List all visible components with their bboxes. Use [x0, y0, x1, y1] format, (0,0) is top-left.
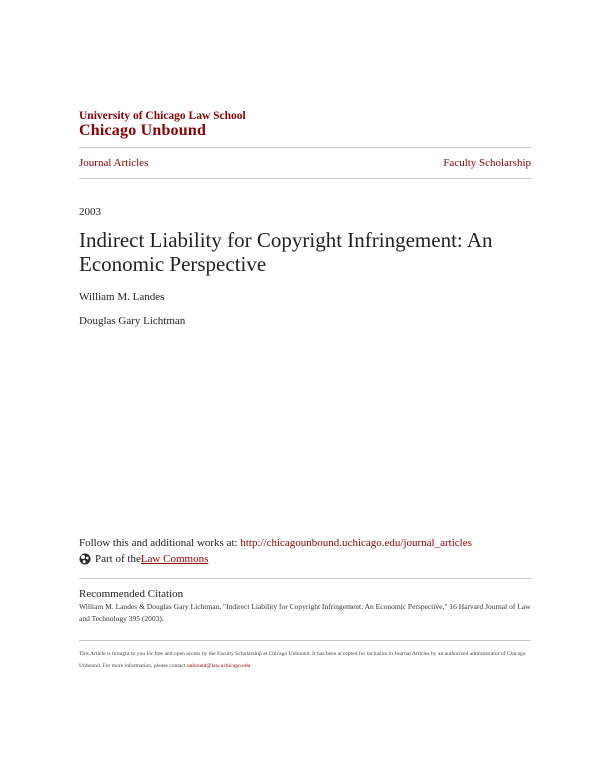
- top-divider: [79, 147, 531, 148]
- law-commons-link[interactable]: Law Commons: [140, 553, 209, 565]
- part-of-prefix: Part of the: [95, 553, 141, 565]
- nav-divider: [79, 178, 531, 179]
- commons-network-icon: [79, 553, 91, 565]
- contact-email-link[interactable]: unbound@law.uchicago.edu: [186, 663, 251, 669]
- follow-line: [79, 537, 472, 549]
- site-name[interactable]: Chicago Unbound: [79, 122, 207, 139]
- journal-articles-url-link[interactable]: http://chicagounbound.uchicago.edu/journal_articles: [240, 537, 472, 549]
- author-2: Douglas Gary Lichtman: [79, 315, 186, 327]
- follow-prefix: Follow this and additional works at:: [79, 537, 241, 549]
- journal-articles-link[interactable]: Journal Articles: [79, 157, 149, 169]
- notice-text: This Article is brought to you for free and open access by the Faculty Scholarship at Chicago Unbound. It has been accepted for inclusion in Journal Articles by an authorized administrator of Chicago Unbound. For more information, please contact: [79, 651, 526, 669]
- notice-divider: [79, 640, 531, 641]
- citation-text: William M. Landes & Douglas Gary Lichtman, "Indirect Liability for Copyright Infringement: An Economic Perspective," 16 Harvard Journal of Law and Technology 395 (2003).: [79, 602, 531, 623]
- faculty-scholarship-link[interactable]: Faculty Scholarship: [443, 157, 531, 169]
- citation-divider: [79, 578, 531, 579]
- article-title: Indirect Liability for Copyright Infringement: An Economic Perspective: [79, 228, 493, 276]
- recommended-citation-heading: Recommended Citation: [79, 588, 184, 600]
- access-notice: [79, 648, 531, 672]
- author-1: William M. Landes: [79, 291, 165, 303]
- notice-end: .: [250, 663, 252, 669]
- institution-name: University of Chicago Law School: [79, 110, 246, 122]
- publication-year: 2003: [79, 206, 101, 218]
- part-of-line: [79, 553, 208, 565]
